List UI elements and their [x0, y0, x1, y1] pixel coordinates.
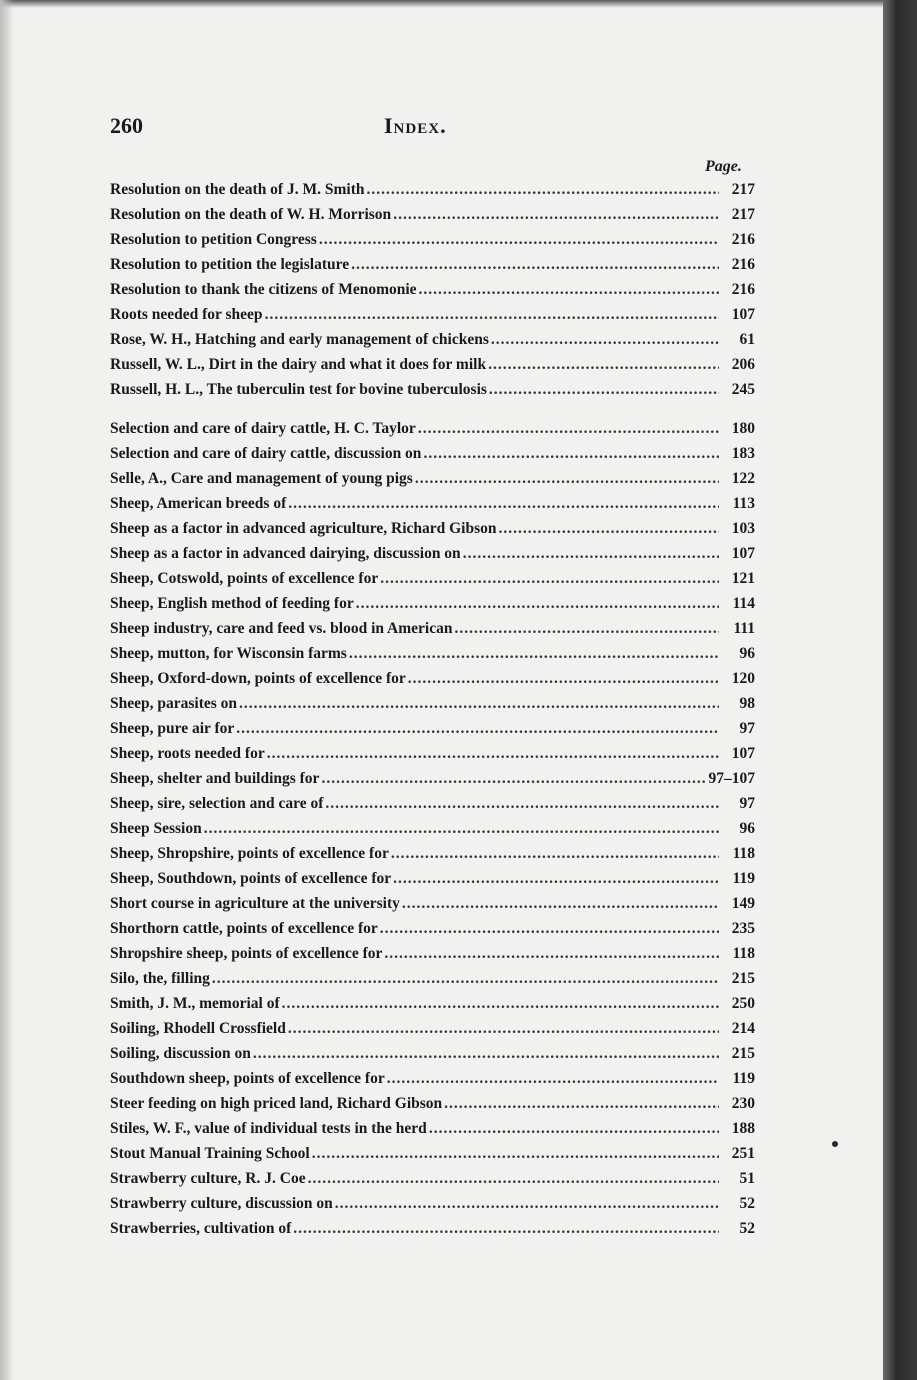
scan-top-edge	[0, 0, 917, 8]
index-entry	[110, 516, 755, 541]
page-column-heading: Page.	[705, 158, 742, 175]
entry-page-number: 120	[731, 670, 755, 687]
entry-label: Sheep, sire, selection and care of	[110, 795, 324, 812]
entry-label: Sheep Session	[110, 820, 202, 837]
entry-label: Selection and care of dairy cattle, H. C. Taylor	[110, 420, 416, 437]
dot-leader	[293, 1216, 719, 1241]
index-entry	[110, 252, 755, 277]
entry-page-number: 121	[731, 570, 755, 587]
entry-page-number: 97	[739, 795, 755, 812]
entry-label: Sheep industry, care and feed vs. blood in American	[110, 620, 453, 637]
index-entry	[110, 791, 755, 816]
entry-page-number: 188	[731, 1120, 755, 1137]
entry-page-number: 97–107	[708, 770, 755, 787]
entry-page-number: 122	[731, 470, 755, 487]
entry-page-number: 113	[732, 495, 755, 512]
entry-label: Rose, W. H., Hatching and early management of chickens	[110, 331, 489, 348]
dot-leader	[402, 891, 719, 916]
entry-label: Sheep, mutton, for Wisconsin farms	[110, 645, 347, 662]
entry-label: Russell, H. L., The tuberculin test for bovine tuberculosis	[110, 381, 487, 398]
entry-page-number: 180	[731, 420, 755, 437]
index-group	[110, 177, 755, 402]
entry-page-number: 52	[739, 1220, 755, 1237]
index-entry	[110, 616, 755, 641]
entry-label: Sheep as a factor in advanced agriculture, Richard Gibson	[110, 520, 497, 537]
dot-leader	[288, 1016, 719, 1041]
index-entry	[110, 666, 755, 691]
entry-label: Sheep, American breeds of	[110, 495, 287, 512]
entry-label: Sheep, Shropshire, points of excellence for	[110, 845, 389, 862]
dot-leader	[463, 541, 719, 566]
entry-label: Strawberry culture, R. J. Coe	[110, 1170, 306, 1187]
index-entry	[110, 966, 755, 991]
index-entry	[110, 1216, 755, 1241]
entry-page-number: 96	[739, 645, 755, 662]
dot-leader	[429, 1116, 719, 1141]
scan-left-edge	[0, 0, 14, 1380]
dot-leader	[239, 691, 719, 716]
index-entry	[110, 277, 755, 302]
entry-page-number: 114	[732, 595, 755, 612]
entry-page-number: 217	[731, 181, 755, 198]
entry-label: Resolution to petition Congress	[110, 231, 317, 248]
dot-leader	[288, 491, 719, 516]
entry-page-number: 119	[732, 1070, 755, 1087]
index-entry	[110, 416, 755, 441]
dot-leader	[499, 516, 719, 541]
entry-page-number: 107	[731, 545, 755, 562]
index-entry	[110, 1041, 755, 1066]
index-entry	[110, 641, 755, 666]
dot-leader	[335, 1191, 719, 1216]
dot-leader	[308, 1166, 719, 1191]
entry-page-number: 61	[739, 331, 755, 348]
dot-leader	[415, 466, 719, 491]
dot-leader	[423, 441, 719, 466]
index-entry	[110, 441, 755, 466]
index-entry	[110, 1166, 755, 1191]
index-entry	[110, 202, 755, 227]
page-header	[110, 113, 755, 143]
entry-page-number: 107	[731, 306, 755, 323]
index-entry	[110, 541, 755, 566]
dot-leader	[236, 716, 719, 741]
dot-leader	[393, 866, 719, 891]
dot-leader	[391, 841, 719, 866]
entry-page-number: 216	[731, 231, 755, 248]
entry-label: Resolution to thank the citizens of Menomonie	[110, 281, 417, 298]
entry-page-number: 149	[731, 895, 755, 912]
entry-label: Sheep, shelter and buildings for	[110, 770, 320, 787]
entry-label: Short course in agriculture at the university	[110, 895, 400, 912]
dot-leader	[418, 416, 719, 441]
dot-leader	[204, 816, 719, 841]
entry-page-number: 103	[731, 520, 755, 537]
index-entry	[110, 1141, 755, 1166]
index-entries	[110, 177, 755, 1241]
index-entry	[110, 1191, 755, 1216]
entry-label: Resolution on the death of J. M. Smith	[110, 181, 365, 198]
entry-label: Shropshire sheep, points of excellence for	[110, 945, 383, 962]
index-entry	[110, 177, 755, 202]
entry-page-number: 250	[731, 995, 755, 1012]
entry-label: Strawberries, cultivation of	[110, 1220, 292, 1237]
entry-label: Resolution on the death of W. H. Morrison	[110, 206, 392, 223]
entry-page-number: 118	[732, 845, 755, 862]
index-entry	[110, 816, 755, 841]
entry-label: Selle, A., Care and management of young pigs	[110, 470, 413, 487]
entry-label: Stiles, W. F., value of individual tests in the herd	[110, 1120, 427, 1137]
index-entry	[110, 591, 755, 616]
entry-page-number: 96	[739, 820, 755, 837]
entry-label: Russell, W. L., Dirt in the dairy and what it does for milk	[110, 356, 487, 373]
index-group	[110, 416, 755, 1241]
entry-page-number: 215	[731, 1045, 755, 1062]
dot-leader	[380, 916, 719, 941]
scan-right-edge	[883, 0, 917, 1380]
ink-speck	[832, 1141, 838, 1147]
entry-label: Selection and care of dairy cattle, discussion on	[110, 445, 422, 462]
dot-leader	[351, 252, 719, 277]
entry-page-number: 107	[731, 745, 755, 762]
index-entry	[110, 991, 755, 1016]
dot-leader	[419, 277, 719, 302]
index-entry	[110, 377, 755, 402]
entry-label: Sheep, English method of feeding for	[110, 595, 354, 612]
index-entry	[110, 741, 755, 766]
index-entry	[110, 302, 755, 327]
index-entry	[110, 1091, 755, 1116]
dot-leader	[444, 1091, 719, 1116]
index-entry	[110, 1066, 755, 1091]
entry-label: Shorthorn cattle, points of excellence for	[110, 920, 378, 937]
entry-page-number: 51	[739, 1170, 755, 1187]
dot-leader	[366, 177, 719, 202]
dot-leader	[393, 202, 719, 227]
entry-page-number: 214	[731, 1020, 755, 1037]
index-entry	[110, 716, 755, 741]
index-entry	[110, 841, 755, 866]
entry-page-number: 235	[731, 920, 755, 937]
entry-label: Southdown sheep, points of excellence for	[110, 1070, 385, 1087]
dot-leader	[212, 966, 719, 991]
dot-leader	[319, 227, 719, 252]
index-entry	[110, 891, 755, 916]
index-entry	[110, 1016, 755, 1041]
entry-label: Sheep as a factor in advanced dairying, discussion on	[110, 545, 461, 562]
dot-leader	[312, 1141, 719, 1166]
index-entry	[110, 352, 755, 377]
dot-leader	[454, 616, 719, 641]
index-entry	[110, 941, 755, 966]
entry-label: Strawberry culture, discussion on	[110, 1195, 333, 1212]
dot-leader	[380, 566, 719, 591]
index-entry	[110, 1116, 755, 1141]
entry-label: Sheep, roots needed for	[110, 745, 265, 762]
dot-leader	[321, 766, 706, 791]
dot-leader	[489, 377, 719, 402]
entry-page-number: 215	[731, 970, 755, 987]
entry-label: Silo, the, filling	[110, 970, 210, 987]
dot-leader	[265, 302, 719, 327]
entry-label: Sheep, pure air for	[110, 720, 235, 737]
entry-label: Sheep, Southdown, points of excellence for	[110, 870, 392, 887]
entry-label: Stout Manual Training School	[110, 1145, 310, 1162]
entry-label: Roots needed for sheep	[110, 306, 263, 323]
index-entry	[110, 227, 755, 252]
index-entry	[110, 766, 755, 791]
entry-page-number: 216	[731, 281, 755, 298]
entry-label: Soiling, Rhodell Crossfield	[110, 1020, 286, 1037]
dot-leader	[356, 591, 719, 616]
dot-leader	[491, 327, 719, 352]
entry-page-number: 206	[731, 356, 755, 373]
entry-label: Sheep, parasites on	[110, 695, 238, 712]
dot-leader	[253, 1041, 719, 1066]
dot-leader	[488, 352, 719, 377]
entry-page-number: 245	[731, 381, 755, 398]
entry-page-number: 183	[731, 445, 755, 462]
index-entry	[110, 691, 755, 716]
dot-leader	[384, 941, 719, 966]
index-entry	[110, 491, 755, 516]
entry-label: Resolution to petition the legislature	[110, 256, 350, 273]
entry-label: Sheep, Oxford-down, points of excellence for	[110, 670, 406, 687]
index-entry	[110, 916, 755, 941]
entry-label: Soiling, discussion on	[110, 1045, 251, 1062]
entry-page-number: 98	[739, 695, 755, 712]
dot-leader	[325, 791, 719, 816]
dot-leader	[282, 991, 719, 1016]
entry-page-number: 111	[733, 620, 755, 637]
index-entry	[110, 466, 755, 491]
entry-label: Smith, J. M., memorial of	[110, 995, 280, 1012]
dot-leader	[267, 741, 719, 766]
entry-page-number: 118	[732, 945, 755, 962]
entry-page-number: 230	[731, 1095, 755, 1112]
dot-leader	[349, 641, 719, 666]
index-entry	[110, 866, 755, 891]
entry-page-number: 119	[732, 870, 755, 887]
index-entry	[110, 566, 755, 591]
index-entry	[110, 327, 755, 352]
entry-label: Sheep, Cotswold, points of excellence for	[110, 570, 379, 587]
entry-page-number: 251	[731, 1145, 755, 1162]
entry-page-number: 52	[739, 1195, 755, 1212]
entry-page-number: 216	[731, 256, 755, 273]
entry-page-number: 217	[731, 206, 755, 223]
dot-leader	[387, 1066, 719, 1091]
dot-leader	[408, 666, 719, 691]
entry-page-number: 97	[739, 720, 755, 737]
page-title: Index.	[384, 113, 447, 138]
entry-label: Steer feeding on high priced land, Richard Gibson	[110, 1095, 443, 1112]
page-number: 260	[110, 113, 143, 138]
